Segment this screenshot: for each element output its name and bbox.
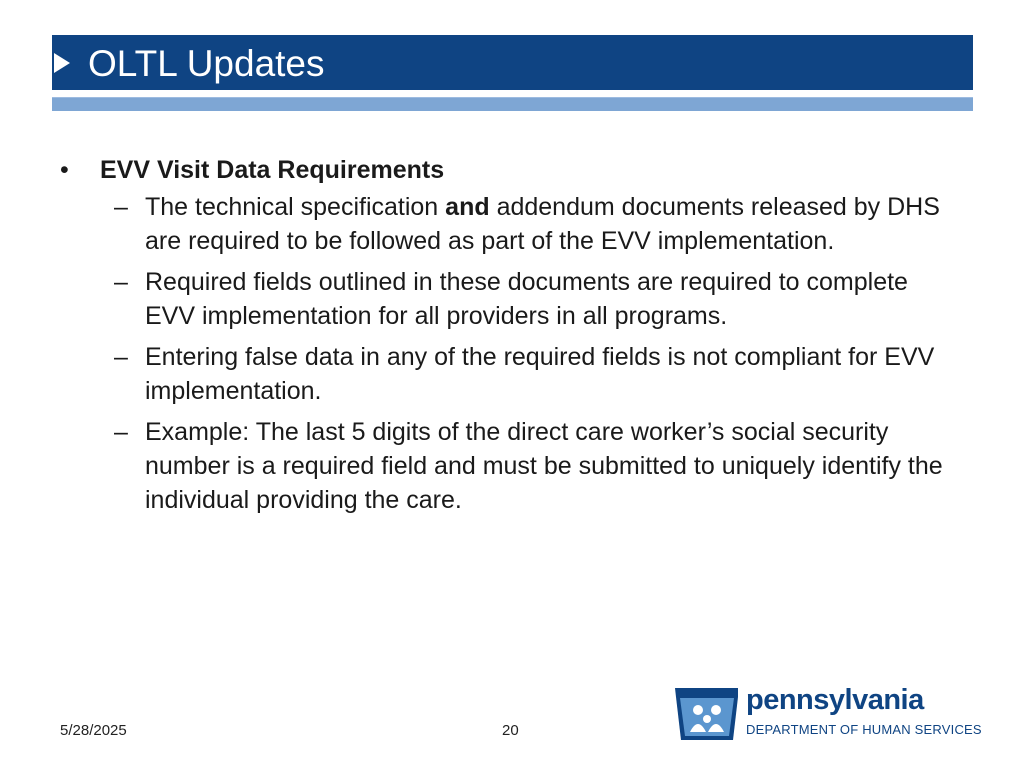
bullet-heading: EVV Visit Data Requirements: [100, 156, 445, 184]
title-bar: [52, 35, 973, 90]
logo-wordmark: pennsylvania: [746, 684, 924, 716]
sub-bullet-item: [60, 415, 945, 517]
sub-bullet-list: [60, 190, 960, 517]
sub-bullet-text-post: addendum documents released by DHS are required to be followed as part of the EVV implementation.: [145, 193, 940, 255]
bullet-dot-icon: •: [60, 156, 69, 184]
dash-icon: –: [114, 343, 128, 371]
sub-bullet-text-pre: The technical specification: [145, 193, 446, 221]
sub-bullet-bold-word: and: [445, 193, 490, 221]
sub-bullet-text: Example: The last 5 digits of the direct care worker’s social security number is a required field and must be submitted to uniquely identify the individual providing the care.: [145, 418, 943, 514]
title-gap: [52, 90, 973, 97]
keystone-icon: [674, 680, 740, 744]
logo-department: DEPARTMENT OF HUMAN SERVICES: [746, 722, 982, 737]
sub-bullet-item: [60, 340, 945, 408]
page-number: 20: [502, 722, 519, 739]
footer-date: 5/28/2025: [60, 722, 127, 739]
sub-bullet-item: [60, 190, 945, 258]
dash-icon: –: [114, 268, 128, 296]
dash-icon: –: [114, 193, 128, 221]
title-arrow-icon: [54, 53, 70, 73]
pa-dhs-logo: [674, 680, 984, 746]
dash-icon: –: [114, 418, 128, 446]
sub-bullet-item: [60, 265, 945, 333]
slide-title: OLTL Updates: [88, 43, 325, 84]
title-underline: [52, 97, 973, 111]
sub-bullet-text: Entering false data in any of the required fields is not compliant for EVV implementation.: [145, 343, 935, 405]
bullet-heading-item: [60, 152, 960, 188]
slide-content: [60, 152, 960, 524]
sub-bullet-text: Required fields outlined in these documents are required to complete EVV implementation for all providers in all programs.: [145, 268, 908, 330]
